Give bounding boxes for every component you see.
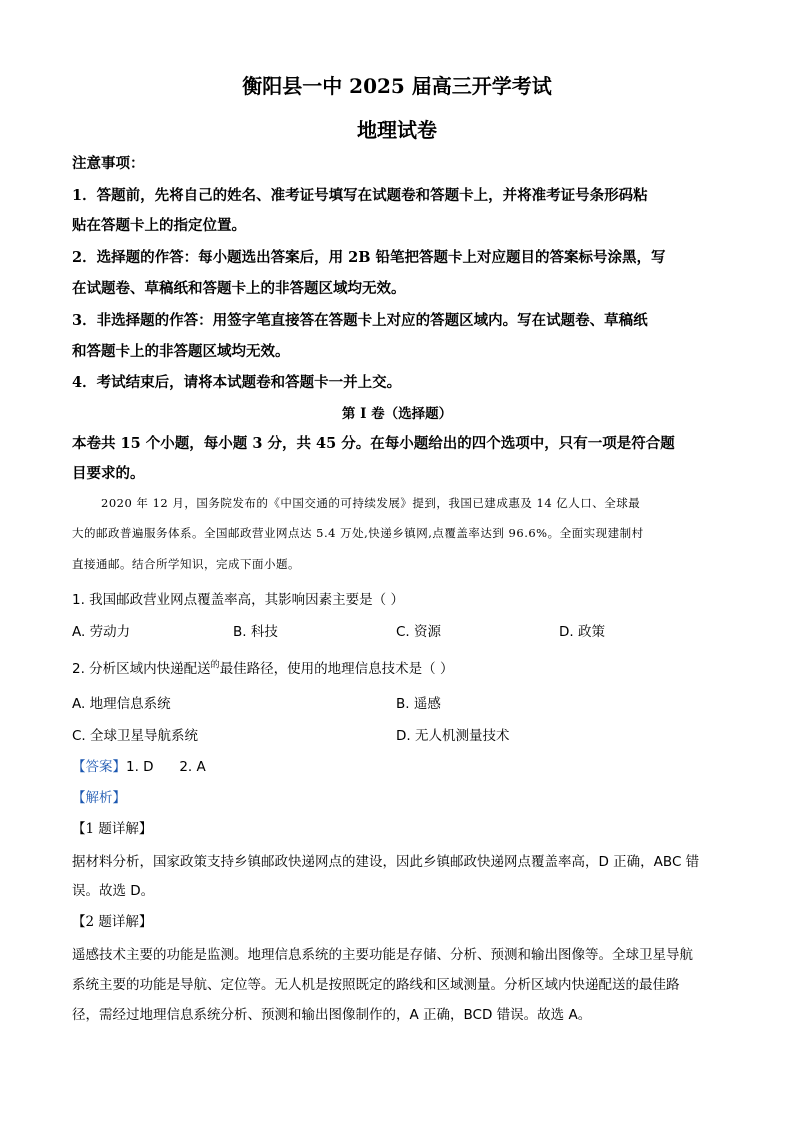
notice-line: 和答题卡上的非答题区域均无效。 xyxy=(72,343,290,360)
passage-line: 2020 年 12 月，国务院发布的《中国交通的可持续发展》提到，我国已建成惠及 14 亿人口、全球最 xyxy=(101,496,641,510)
notice-line: 贴在答题卡上的指定位置。 xyxy=(72,217,246,234)
question-1-option-b: B. 科技 xyxy=(233,624,278,640)
analysis-line: 系统主要的功能是导航、定位等。无人机是按照既定的路线和区域测量。分析区域内快递配送的最佳路 xyxy=(72,977,680,993)
passage-line: 直接通邮。结合所学知识，完成下面小题。 xyxy=(72,557,300,571)
question-2-option-c: C. 全球卫星导航系统 xyxy=(72,728,199,744)
question-1-stem: 1. 我国邮政营业网点覆盖率高，其影响因素主要是（ ） xyxy=(72,592,404,608)
answer-values: 1. D 2. A xyxy=(126,759,206,775)
question-1-option-d: D. 政策 xyxy=(559,624,605,640)
analysis-label: 【解析】 xyxy=(72,790,126,806)
analysis-line: 据材料分析，国家政策支持乡镇邮政快递网点的建设，因此乡镇邮政快递网点覆盖率高，D 正确，ABC 错 xyxy=(72,854,700,870)
exam-title: 衡阳县一中 2025 届高三开学考试 xyxy=(242,74,552,98)
question-1-option-c: C. 资源 xyxy=(396,624,442,640)
question-2-stem-part: 2. 分析区域内快递配送 xyxy=(72,661,211,677)
question-2-stem-part: 最佳路径，使用的地理信息技术是（ ） xyxy=(219,661,454,677)
question-1-option-a: A. 劳动力 xyxy=(72,624,131,640)
answer-label: 【答案】 xyxy=(72,759,126,775)
analysis-line: 误。故选 D。 xyxy=(72,883,155,899)
passage-line: 大的邮政普遍服务体系。全国邮政营业网点达 5.4 万处,快递乡镇网,点覆盖率达到 96.6%。全面实现建制村 xyxy=(72,526,644,540)
notice-line: 1．答题前，先将自己的姓名、准考证号填写在试题卷和答题卡上，并将准考证号条形码粘 xyxy=(72,187,648,204)
notice-line: 4．考试结束后，请将本试题卷和答题卡一并上交。 xyxy=(72,374,402,391)
notice-heading: 注意事项： xyxy=(72,155,145,172)
question-2-option-d: D. 无人机测量技术 xyxy=(396,728,510,744)
notice-line: 在试题卷、草稿纸和答题卡上的非答题区域均无效。 xyxy=(72,280,406,297)
answer-row xyxy=(72,755,206,775)
analysis-line: 遥感技术主要的功能是监测。地理信息系统的主要功能是存储、分析、预测和输出图像等。全球卫星导航 xyxy=(72,947,693,963)
question-2-stem xyxy=(72,657,453,677)
exam-subject-title: 地理试卷 xyxy=(357,118,437,142)
notice-line: 2．选择题的作答：每小题选出答案后，用 2B 铅笔把答题卡上对应题目的答案标号涂黑，写 xyxy=(72,249,666,266)
notice-line: 3．非选择题的作答：用签字笔直接答在答题卡上对应的答题区域内。写在试题卷、草稿纸 xyxy=(72,312,648,329)
question-2-option-b: B. 遥感 xyxy=(396,696,441,712)
section-intro-line: 目要求的。 xyxy=(72,465,145,482)
question-2-option-a: A. 地理信息系统 xyxy=(72,696,171,712)
question-1-analysis-heading: 【1 题详解】 xyxy=(72,821,153,837)
analysis-line: 径，需经过地理信息系统分析、预测和输出图像制作的，A 正确，BCD 错误。故选 A。 xyxy=(72,1007,592,1023)
question-2-analysis-heading: 【2 题详解】 xyxy=(72,914,153,930)
section-title: 第 I 卷（选择题） xyxy=(341,406,453,422)
question-2-stem-superscript: 的 xyxy=(210,660,220,671)
section-intro-line: 本卷共 15 个小题，每小题 3 分，共 45 分。在每小题给出的四个选项中，只有一项是符合题 xyxy=(72,435,675,452)
